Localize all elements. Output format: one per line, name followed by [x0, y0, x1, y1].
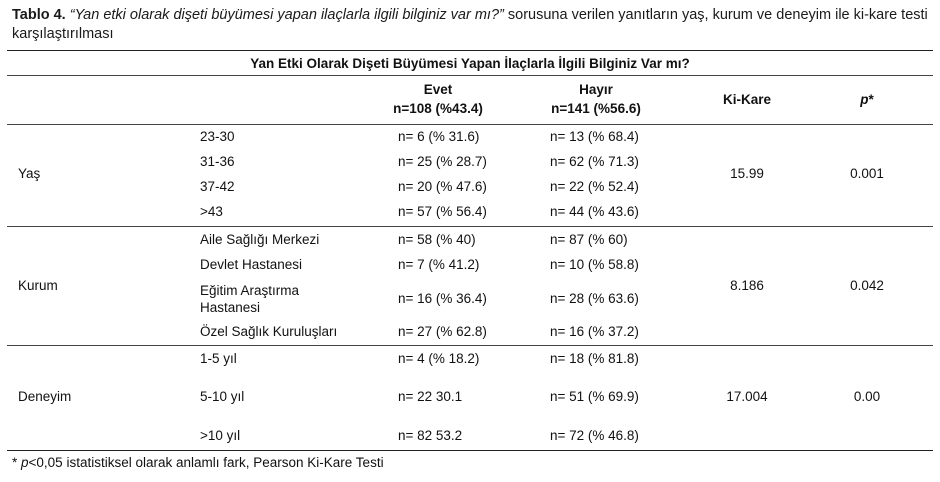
hayir-value: n= 16 (% 37.2): [550, 324, 639, 339]
evet-value: n= 20 (% 47.6): [398, 179, 487, 194]
header-rule: [7, 75, 933, 76]
yas-group-rule: [7, 226, 933, 227]
hayir-value: n= 87 (% 60): [550, 232, 628, 247]
p-yas: 0.001: [850, 166, 884, 181]
row-label: 23-30: [200, 129, 235, 144]
footnote-text: <0,05 istatistiksel olarak anlamlı fark, Pearson Ki-Kare Testi: [28, 455, 384, 470]
hayir-value: n= 18 (% 81.8): [550, 351, 639, 366]
row-label: Eğitim Araştırma Hastanesi: [200, 283, 300, 315]
p-header: [812, 92, 922, 107]
hayir-header: Hayır: [579, 82, 613, 97]
p-header-italic: p: [860, 92, 869, 107]
evet-header: Evet: [423, 82, 453, 97]
p-kurum: 0.042: [850, 278, 884, 293]
hayir-value: n= 10 (% 58.8): [550, 257, 639, 272]
hayir-value: n= 62 (% 71.3): [550, 154, 639, 169]
kikare-deneyim: 17.004: [726, 389, 768, 404]
group-name-deneyim: Deneyim: [18, 389, 72, 404]
row-label: 1-5 yıl: [200, 351, 237, 366]
p-header-star: *: [868, 92, 874, 107]
footnote: [12, 455, 384, 470]
row-label: Özel Sağlık Kuruluşları: [200, 324, 338, 339]
evet-n-header: n=108 (%43.4): [393, 101, 483, 116]
evet-value: n= 16 (% 36.4): [398, 291, 487, 306]
hayir-value: n= 44 (% 43.6): [550, 204, 639, 219]
kikare-header: Ki-Kare: [722, 92, 771, 107]
row-label: Devlet Hastanesi: [200, 257, 303, 272]
evet-value: n= 57 (% 56.4): [398, 204, 487, 219]
evet-value: n= 7 (% 41.2): [398, 257, 480, 272]
group-name-kurum: Kurum: [18, 278, 58, 293]
hayir-value: n= 13 (% 68.4): [550, 129, 639, 144]
evet-value: n= 6 (% 31.6): [398, 129, 480, 144]
kikare-yas: 15.99: [730, 166, 764, 181]
top-rule: [7, 50, 933, 51]
evet-value: n= 4 (% 18.2): [398, 351, 480, 366]
caption-label: Tablo 4.: [12, 7, 66, 23]
caption-question: “Yan etki olarak dişeti büyümesi yapan ilaçlarla ilgili bilginiz var mı?”: [69, 7, 504, 23]
footnote-p: p: [21, 455, 29, 470]
evet-value: n= 82 53.2: [398, 428, 463, 443]
evet-value: n= 22 30.1: [398, 389, 463, 404]
row-label: >43: [200, 204, 223, 219]
row-label: 31-36: [200, 154, 235, 169]
row-label: >10 yıl: [200, 428, 241, 443]
hayir-n-header: n=141 (%56.6): [551, 101, 641, 116]
hayir-value: n= 72 (% 46.8): [550, 428, 639, 443]
kurum-group-rule: [7, 345, 933, 346]
row-label: Aile Sağlığı Merkezi: [200, 232, 320, 247]
caption-rest: sorusuna verilen yanıtların yaş, kurum ve deneyim ile ki-kare testi karşılaştırılması: [12, 7, 928, 42]
table-caption: [12, 6, 934, 44]
hayir-value: n= 22 (% 52.4): [550, 179, 639, 194]
p-deneyim: 0.00: [853, 389, 881, 404]
column-header-rule: [7, 124, 933, 125]
hayir-value: n= 51 (% 69.9): [550, 389, 639, 404]
row-label: 5-10 yıl: [200, 389, 245, 404]
evet-value: n= 27 (% 62.8): [398, 324, 487, 339]
row-label: 37-42: [200, 179, 235, 194]
evet-value: n= 25 (% 28.7): [398, 154, 487, 169]
footnote-star: *: [12, 455, 22, 470]
bottom-rule: [7, 450, 933, 451]
main-header: Yan Etki Olarak Dişeti Büyümesi Yapan İlaçlarla İlgili Bilginiz Var mı?: [250, 56, 690, 71]
hayir-value: n= 28 (% 63.6): [550, 291, 639, 306]
evet-value: n= 58 (% 40): [398, 232, 476, 247]
kikare-kurum: 8.186: [730, 278, 764, 293]
group-name-yas: Yaş: [18, 166, 41, 181]
